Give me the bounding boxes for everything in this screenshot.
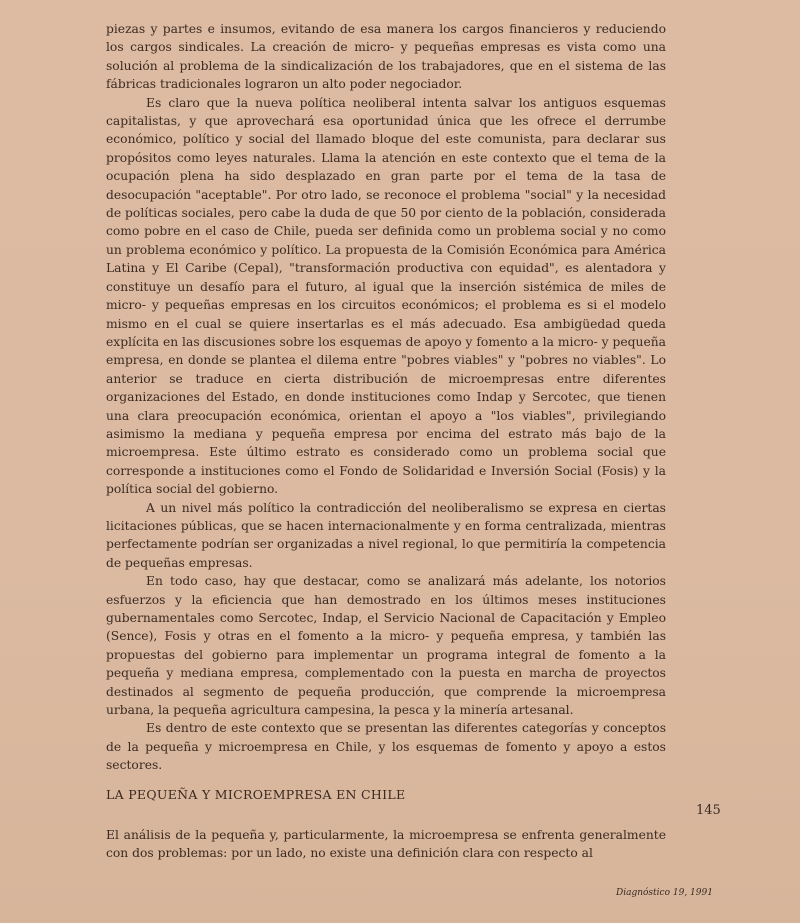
paragraph-after-heading: El análisis de la pequeña y, particularmente, la microempresa se enfrenta generalmente con dos problemas: por un lado, no existe una definición clara con respecto al [106, 828, 666, 861]
paragraph-5: Es dentro de este contexto que se presentan las diferentes categorías y conceptos de la pequeña y microempresa en Chile, y los esquemas de fomento y apoyo a estos sectores. [106, 721, 666, 773]
section-heading: LA PEQUEÑA Y MICROEMPRESA EN CHILE [106, 787, 406, 802]
paragraph-2: Es claro que la nueva política neoliberal intenta salvar los antiguos esquemas capitalistas, y que aprovechará esa oportunidad única que les ofrece el derrumbe económico, político y social del llamado bloque del este comunista, para declarar sus propósitos como leyes naturales. Llama la atención en este contexto que el tema de la ocupación plena ha sido desplazado en gran parte por el tema de la tasa de desocupación "aceptable". Por otro lado, se reconoce el problema "social" y la necesidad de políticas sociales, pero cabe la duda de que 50 por ciento de la población, considerada como pobre en el caso de Chile, pueda ser definida como un problema social y no como un problema económico y político. La propuesta de la Comisión Económica para América Latina y El Caribe (Cepal), "transformación productiva con equidad", es alentadora y constituye un desafío para el futuro, al igual que la inserción sistémica de miles de micro- y pequeñas empresas en los circuitos económicos; el problema es si el modelo mismo en el cual se quiere insertarlas es el más adecuado. Esa ambigüedad queda explícita en las discusiones sobre los esquemas de apoyo y fomento a la micro- y pequeña empresa, en donde se plantea el dilema entre "pobres viables" y "pobres no viables". Lo anterior se traduce en cierta distribución de microempresas entre diferentes organizaciones del Estado, en donde instituciones como Indap y Sercotec, que tienen una clara preocupación económica, orientan el apoyo a "los viables", privilegiando asimismo la mediana y pequeña empresa por encima del estrato más bajo de la microempresa. Este último estrato es considerado como un problema social que corresponde a instituciones como el Fondo de Solidaridad e Inversión Social (Fosis) y la política social del gobierno. [106, 95, 667, 497]
paragraph-3: A un nivel más político la contradicción del neoliberalismo se expresa en ciertas licitaciones públicas, que se hacen internacionalmente y en forma centralizada, mientras perfectamente podrían ser organizadas a nivel regional, lo que permitiría la competencia de pequeñas empresas. [106, 500, 666, 570]
paragraph-4: En todo caso, hay que destacar, como se analizará más adelante, los notorios esfuerzos y la eficiencia que han demostrado en los últimos meses instituciones gubernamentales como Sercotec, Indap, el Servicio Nacional de Capacitación y Empleo (Sence), Fosis y otras en el fomento a la micro- y pequeña empresa, y también las propuestas del gobierno para implementar un programa integral de fomento a la pequeña y mediana empresa, complementado con la puesta en marcha de proyectos destinados al segmento de pequeña producción, que comprende la microempresa urbana, la pequeña agricultura campesina, la pesca y la minería artesanal. [106, 574, 666, 718]
journal-footer: Diagnóstico 19, 1991 [616, 888, 713, 898]
page-number: 145 [696, 803, 721, 818]
body-text [106, 20, 666, 775]
paragraph-1: piezas y partes e insumos, evitando de esa manera los cargos financieros y reduciendo los cargos sindicales. La creación de micro- y pequeñas empresas es vista como una solución al problema de la sindicalización de los trabajadores, que en el sistema de las fábricas tradicionales lograron un alto poder negociador. [106, 22, 666, 92]
